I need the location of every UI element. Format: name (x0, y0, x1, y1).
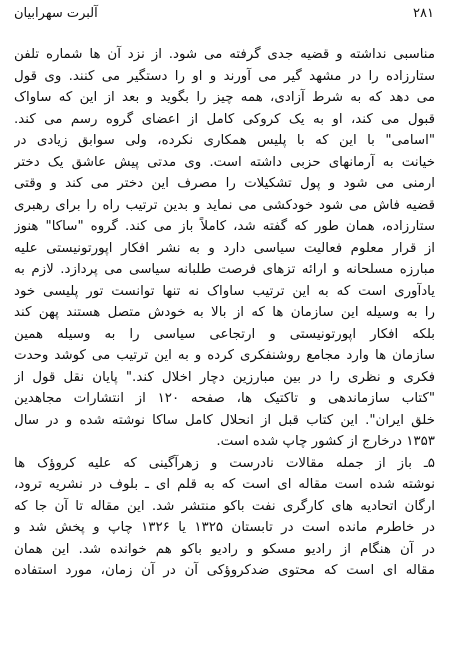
text-line: در آن هنگام از رادیو مسکو و رادیو باکو هم خوانده شد. این همان (14, 541, 435, 557)
text-line: خیانت به آرمانهای حزبی داشته است. وی مدتی پیش عاشق یک دختر (14, 154, 435, 170)
text-line: ۱۳۵۳ درخارج از کشور چاپ شده است. (216, 434, 435, 449)
text-line: نوشته شده است مقاله ای است که به قلم ای ـ بلوف در نشریه ترود، (14, 477, 435, 492)
text-line: یادآوری است که به این ترتیب ساواک نه تنها توانست تور پلیسی خود (14, 283, 435, 299)
text-line: قضیه فاش می شود خودکشی می نماید و بدین ترتیب راه را برای رهبری (14, 197, 435, 213)
page-number: ۲۸۱ (413, 6, 434, 21)
text-line: قبول می کند، او به یک کروکی کامل از اعضای گروه رسم می کند. (14, 111, 435, 127)
text-line: مقاله ای است که محتوی ضدکروؤکی آن در آن زمان، مورد استفاده (14, 563, 435, 578)
text-line: ارگان اتحادیه های کارگری نفت باکو منتشر شد. این مقاله تا آن جا که (14, 498, 435, 514)
running-title: آلبرت سهرابیان (14, 6, 98, 21)
text-line: "اسامی" با این که با پلیس همکاری نکرده، ولی سوابق زیادی در (14, 133, 435, 148)
text-line: مبارزه مسلحانه و ارائه تزهای فرصت طلبانه سیاسی می پردازد. لازم به (14, 262, 435, 277)
text-line: ستارزاده را در مشهد گیر می آورند و او را دستگیر می کنند. وی قول (14, 68, 435, 84)
text-line: مناسبی نداشته و قضیه جدی گرفته می شود. از نزد آن ها شماره تلفن (14, 47, 435, 62)
body-text (14, 44, 435, 582)
text-line: "کتاب سازماندهی و تاکتیک ها، صفحه ۱۲۰ از انتشارات مجاهدین (14, 391, 435, 406)
text-line: در خاطرم مانده است در تابستان ۱۳۲۵ یا ۱۳۲۶ چاپ و پخش شد و (14, 520, 435, 535)
text-line: خلق ایران". این کتاب قبل از انحلال کامل ساکا نوشته شده و در سال (14, 412, 435, 428)
text-line: فکری و نظری را در بین مبارزین دچار اخلال کند." پایان نقل قول از (14, 369, 435, 385)
text-line: از قرار معلوم فعالیت سیاسی دارد و به نشر افکار اپورتونیستی علیه (14, 240, 435, 256)
text-line: می دهد که به شرط آزادی، همه چیز را بگوید و بعد از این که ساواک (14, 90, 435, 105)
page-header (14, 4, 434, 26)
text-line: سازمان ها وارد مجامع روشنفکری کرده و به این ترتیب می کوشد وحدت (14, 348, 435, 363)
text-line: ۵ـ باز از جمله مقالات نادرست و زهرآگینی که علیه کروؤک ها (14, 455, 435, 471)
text-line: ارمنی می شود و پول تشکیلات را مصرف این دختر می کند و وقتی (14, 176, 435, 191)
text-line: ستارزاده، همان طور که گفته شد، کاملاً باز می کند. گروه "ساکا" هنوز (14, 219, 435, 234)
text-line: بلکه افکار اپورتونیستی و ارتجاعی سیاسی را به وسیله همین (14, 326, 435, 342)
text-line: را به وسیله این سازمان ها که از بالا به خودش متصل هستند پهن کند (14, 305, 435, 320)
